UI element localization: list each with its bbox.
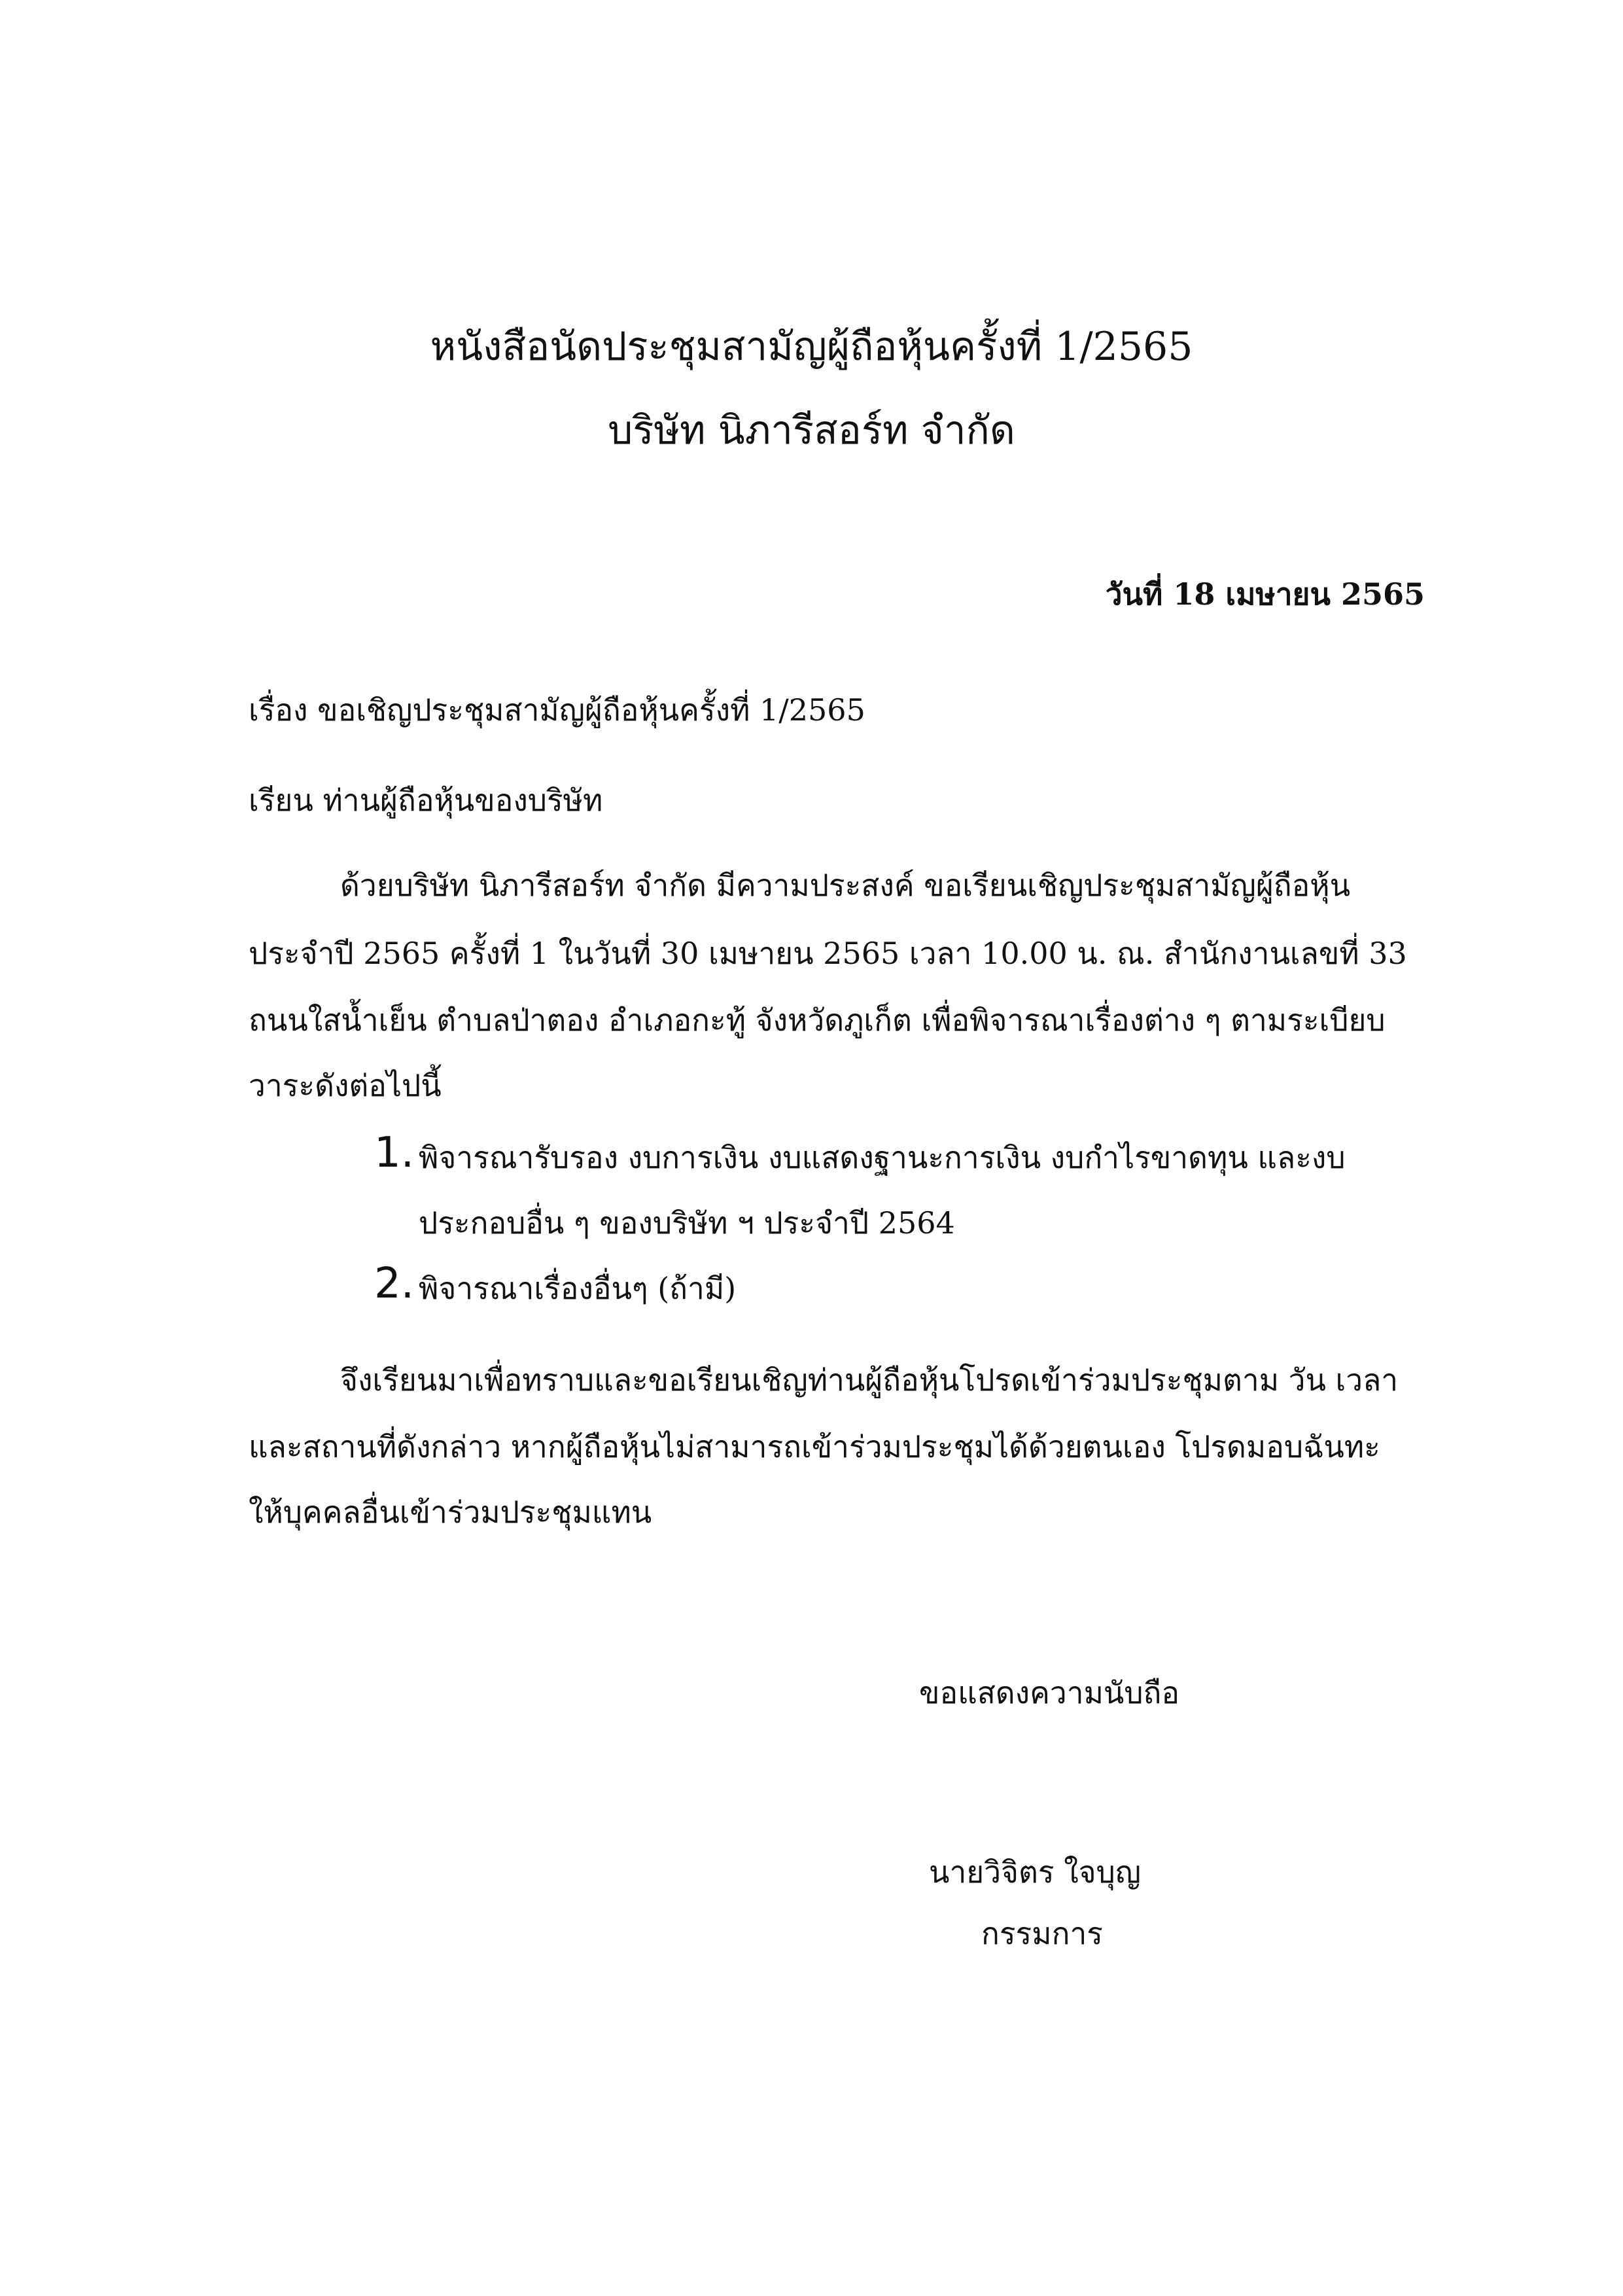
body-line: วาระดังต่อไปนี้	[249, 1068, 442, 1103]
body-line: ถนนใสน้ำเย็น ตำบลป่าตอง อำเภอกะทู้ จังหวัดภูเก็ต เพื่อพิจารณาเรื่องต่าง ๆ ตามระเบียบ	[249, 1002, 1386, 1038]
company-name: บริษัท นิภารีสอร์ท จำกัด	[608, 408, 1015, 453]
document-title: หนังสือนัดประชุมสามัญผู้ถือหุ้นครั้งที่ 1/2565	[430, 324, 1193, 370]
signer-name: นายวิจิตร ใจบุญ	[929, 1854, 1142, 1890]
agenda-number: 1.	[374, 1129, 415, 1177]
body-line: ด้วยบริษัท นิภารีสอร์ท จำกัด มีความประสงค์ ขอเรียนเชิญประชุมสามัญผู้ถือหุ้น	[340, 868, 1351, 903]
agenda-text: ประกอบอื่น ๆ ของบริษัท ฯ ประจำปี 2564	[419, 1205, 955, 1241]
closing-line: ให้บุคคลอื่นเข้าร่วมประชุมแทน	[249, 1494, 652, 1530]
closing-line: และสถานที่ดังกล่าว หากผู้ถือหุ้นไม่สามารถเข้าร่วมประชุมได้ด้วยตนเอง โปรดมอบฉันทะ	[249, 1429, 1380, 1464]
agenda-text: พิจารณาเรื่องอื่นๆ (ถ้ามี)	[419, 1271, 737, 1306]
signer-position: กรรมการ	[981, 1916, 1103, 1951]
subject-line: เรื่อง ขอเชิญประชุมสามัญผู้ถือหุ้นครั้งที่ 1/2565	[249, 692, 865, 728]
document-date: วันที่ 18 เมษายน 2565	[1105, 576, 1425, 612]
agenda-number: 2.	[374, 1260, 415, 1308]
salutation-line: เรียน ท่านผู้ถือหุ้นของบริษัท	[249, 783, 603, 818]
body-line: ประจำปี 2565 ครั้งที่ 1 ในวันที่ 30 เมษายน 2565 เวลา 10.00 น. ณ. สำนักงานเลขที่ 33	[249, 936, 1407, 971]
regards-text: ขอแสดงความนับถือ	[919, 1675, 1180, 1710]
closing-line: จึงเรียนมาเพื่อทราบและขอเรียนเชิญท่านผู้ถือหุ้นโปรดเข้าร่วมประชุมตาม วัน เวลา	[340, 1362, 1399, 1398]
agenda-text: พิจารณารับรอง งบการเงิน งบแสดงฐานะการเงิน งบกำไรขาดทุน และงบ	[419, 1140, 1346, 1175]
